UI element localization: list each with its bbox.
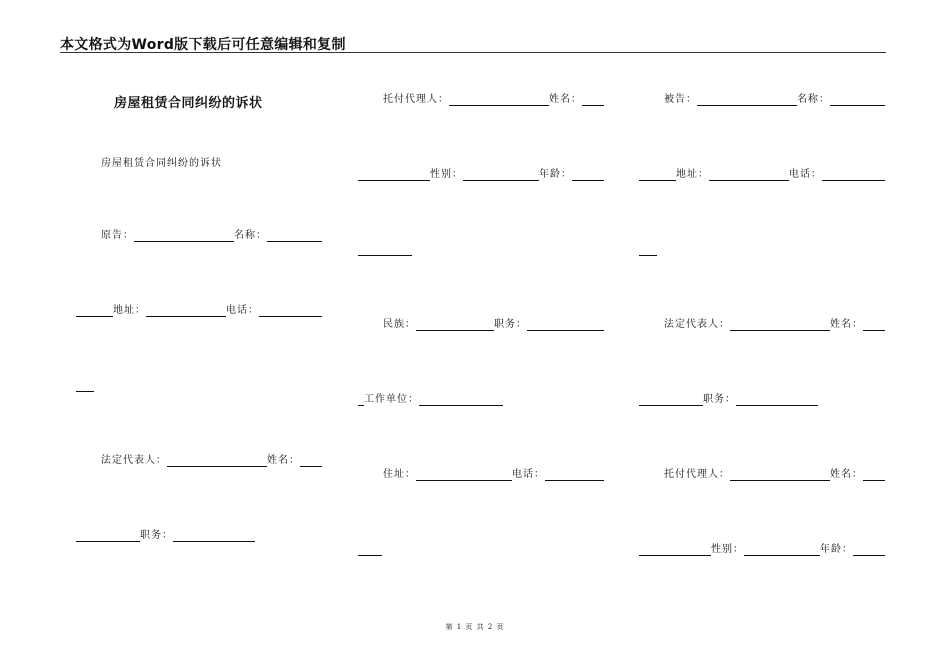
document-title: 房屋租赁合同纠纷的诉状 <box>114 96 263 111</box>
rep-name-label: 姓名： <box>830 319 863 330</box>
agent-label: 托付代理人： <box>664 469 730 480</box>
position-lead-blank <box>76 530 140 542</box>
continuation-blank <box>639 244 657 256</box>
residence-blank <box>416 469 512 481</box>
gender-lead-blank <box>639 544 711 556</box>
position-label: 职务： <box>494 319 527 330</box>
defendant-label: 被告： <box>664 94 697 105</box>
gender-age-row <box>639 540 885 556</box>
legal-rep-blank <box>167 455 267 467</box>
gender-blank <box>744 544 820 556</box>
name-label: 名称： <box>797 94 830 105</box>
name-blank <box>267 230 322 242</box>
gender-label: 性别： <box>711 544 744 555</box>
phone-label: 电话： <box>226 305 259 316</box>
address-label: 地址： <box>676 169 709 180</box>
ethnicity-label: 民族： <box>383 319 416 330</box>
agent-name-blank <box>863 469 885 481</box>
rep-name-blank <box>300 455 322 467</box>
agent-blank <box>730 469 830 481</box>
plaintiff-label: 原告： <box>101 230 134 241</box>
continuation-blank <box>358 244 412 256</box>
agent-row <box>358 90 604 106</box>
continuation-blank <box>76 380 94 392</box>
column-1 <box>76 0 322 672</box>
address-row <box>639 165 885 181</box>
address-lead-blank <box>76 305 113 317</box>
position-blank <box>527 319 604 331</box>
legal-rep-blank <box>730 319 830 331</box>
plaintiff-row <box>76 226 322 242</box>
name-blank <box>830 94 885 106</box>
address-lead-blank <box>639 169 676 181</box>
phone-label: 电话： <box>512 469 545 480</box>
phone-label: 电话： <box>789 169 822 180</box>
document-subtitle: 房屋租赁合同纠纷的诉状 <box>101 158 222 169</box>
age-blank <box>572 169 604 181</box>
position-row <box>639 390 885 406</box>
page-footer: 第 1 页 共 2 页 <box>445 623 505 631</box>
legal-rep-row <box>639 315 885 331</box>
position-blank <box>736 394 818 406</box>
age-blank <box>853 544 885 556</box>
position-lead-blank <box>639 394 703 406</box>
address-blank <box>709 169 789 181</box>
defendant-blank <box>697 94 797 106</box>
legal-rep-label: 法定代表人： <box>101 455 167 466</box>
workplace-blank <box>419 394 503 406</box>
continuation-row-2 <box>358 540 604 556</box>
workplace-label: 工作单位： <box>364 394 419 405</box>
legal-rep-row <box>76 451 322 467</box>
workplace-row <box>358 390 604 406</box>
continuation-blank-2 <box>358 544 382 556</box>
agent-blank <box>449 94 549 106</box>
continuation-row <box>358 240 604 256</box>
phone-blank <box>259 305 322 317</box>
phone-blank <box>822 169 885 181</box>
gender-age-row <box>358 165 604 181</box>
agent-row <box>639 465 885 481</box>
phone-blank <box>545 469 604 481</box>
defendant-row <box>639 90 885 106</box>
agent-name-label: 姓名： <box>830 469 863 480</box>
name-label: 名称： <box>234 230 267 241</box>
agent-label: 托付代理人： <box>383 94 449 105</box>
position-row <box>76 526 322 542</box>
ethnicity-blank <box>416 319 494 331</box>
agent-name-blank <box>582 94 604 106</box>
agent-name-label: 姓名： <box>549 94 582 105</box>
rep-name-label: 姓名： <box>267 455 300 466</box>
document-header: 本文格式为Word版下载后可任意编辑和复制 <box>60 37 346 53</box>
continuation-row <box>639 240 885 256</box>
legal-rep-label: 法定代表人： <box>664 319 730 330</box>
position-label: 职务： <box>140 530 173 541</box>
age-label: 年龄： <box>539 169 572 180</box>
column-3 <box>639 0 885 672</box>
residence-row <box>358 465 604 481</box>
residence-label: 住址： <box>383 469 416 480</box>
position-blank <box>173 530 255 542</box>
position-label: 职务： <box>703 394 736 405</box>
continuation-row <box>76 376 322 392</box>
address-blank <box>146 305 226 317</box>
ethnicity-row <box>358 315 604 331</box>
address-label: 地址： <box>113 305 146 316</box>
column-2 <box>358 0 604 672</box>
gender-label: 性别： <box>430 169 463 180</box>
gender-lead-blank <box>358 169 430 181</box>
gender-blank <box>463 169 539 181</box>
address-row <box>76 301 322 317</box>
plaintiff-blank <box>134 230 234 242</box>
rep-name-blank <box>863 319 885 331</box>
age-label: 年龄： <box>820 544 853 555</box>
